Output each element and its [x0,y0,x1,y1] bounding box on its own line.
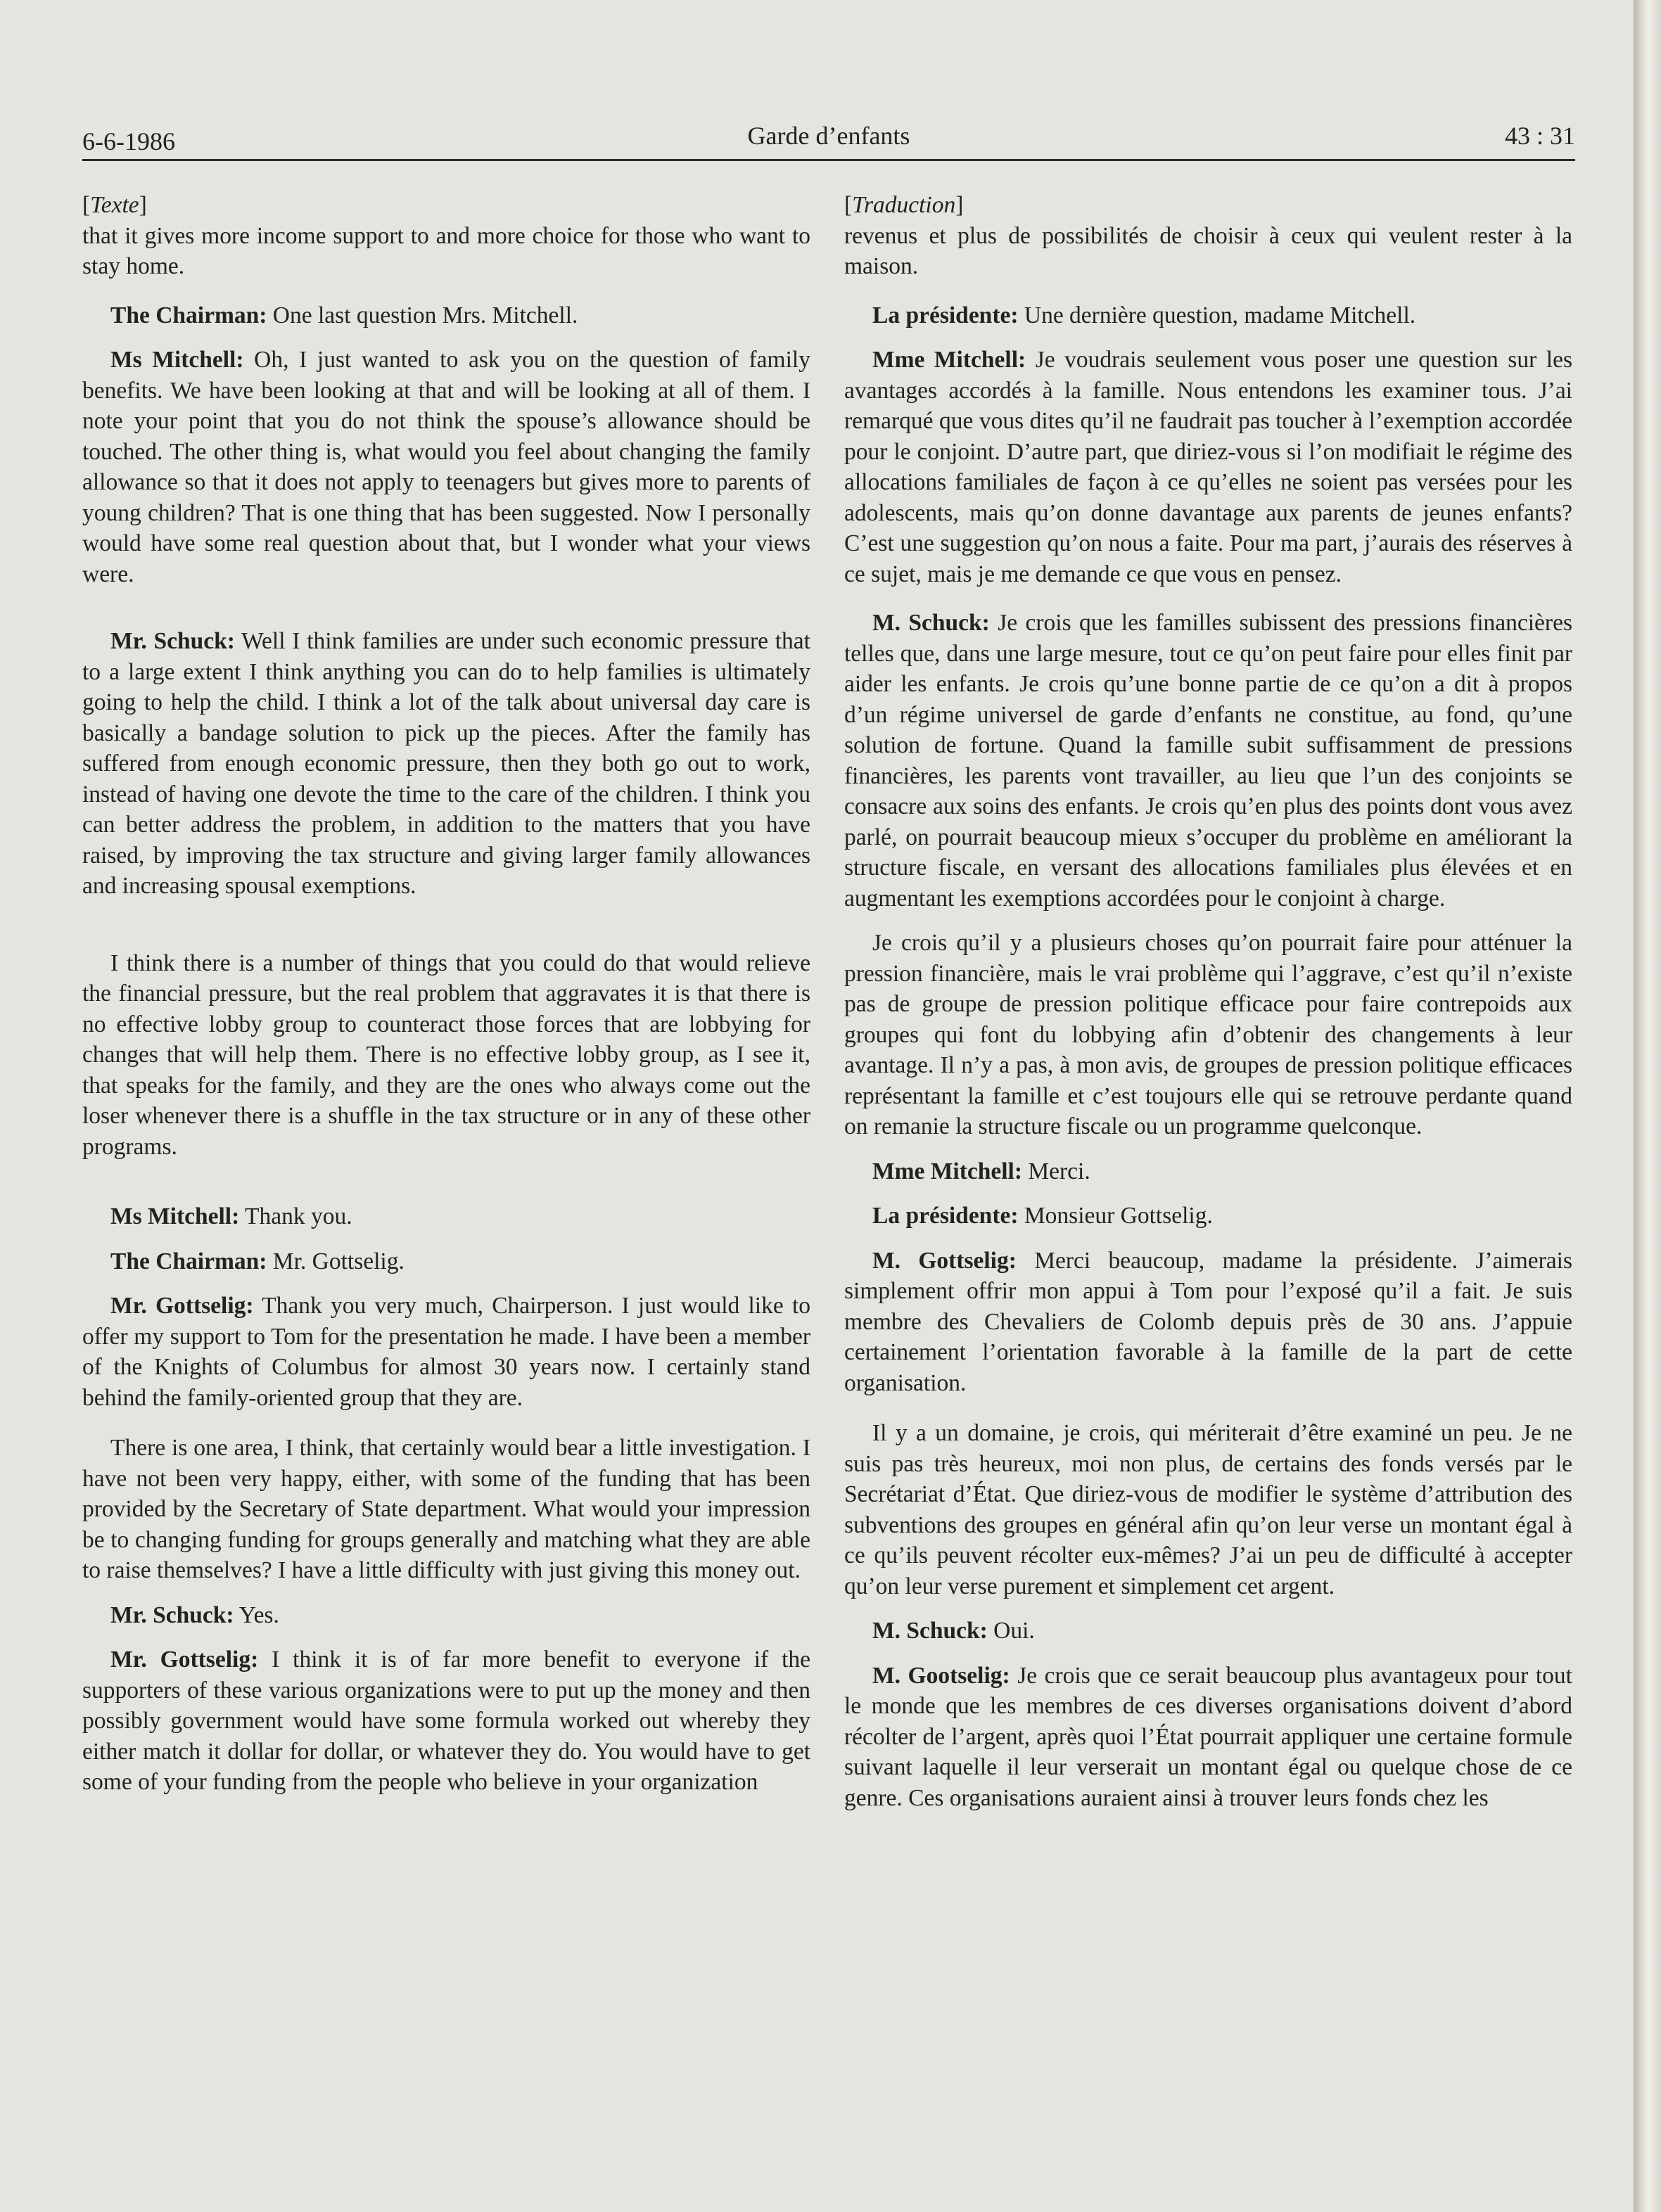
paragraph [82,1291,810,1413]
paragraph [82,1201,810,1232]
continuation-text: that it gives more income support to and more choice for those who want to stay home. [82,222,810,279]
paragraph [82,1246,810,1277]
speech-text: Je crois que ce serait beaucoup plus avantageux pour tout le monde que les membres de ces diverses organisations doivent d’abord récolter de l’argent, après quoi l’État pourrait appliquer une certaine formule suivant laquelle il leur verserait un montant égal ou quelque chose de ce genre. Ces organisations auraient ainsi à trouver leurs fonds chez les [844,1662,1572,1811]
speech-text: Well I think families are under such economic pressure that to a large extent I think anything you can do to help families is ultimately going to help the child. I think a lot of the talk about universal day care is basically a bandage solution to pick up the pieces. After the family has suffered from enough economic pressure, then they both go out to work, instead of having one devote the time to the care of the children. I think you can better address the problem, in addition to the matters that you have raised, by improving the tax structure and giving larger family allowances and increasing spousal exemptions. [82,628,810,899]
paragraph [844,300,1572,331]
page-edge [1634,0,1661,2212]
speech-text: Merci beaucoup, madame la présidente. J’aimerais simplement offrir mon appui à Tom pour l’exposé qu’il a fait. Je suis membre des Chevaliers de Colomb depuis près de 30 ans. J’appuie certainement l’orientation favorable à la famille de la part de cette organisation. [844,1247,1572,1396]
speaker-name: La présidente: [872,1203,1019,1229]
header-date: 6-6-1986 [82,127,175,155]
speech-text: Je crois que les familles subissent des pressions financières telles que, dans une large mesure, tout ce qu’on peut faire pour elles finit par aider les enfants. Je crois qu’une bonne partie de ce qu’on a dit à propos d’un régime universel de garde d’enfants ne constitue, au fond, qu’une solution de fortune. Quand la famille subit suffisamment de pressions financières, les parents vont travailler, au lieu que l’un des conjoints se consacre aux soins des enfants. Je crois qu’en plus des points dont vous avez parlé, on pourrait beaucoup mieux s’occuper du problème en améliorant la structure fiscale, en versant des allocations familiales plus élevées et en augmentant les exemptions accordées pour le conjoint à charge. [844,610,1572,912]
speaker-name: Mme Mitchell: [872,347,1026,373]
header-rule [82,159,1575,161]
section-tag: [Traduction] [844,192,964,218]
speaker-name: M. Schuck: [872,1618,988,1644]
speech-text: Thank you very much, Chairperson. I just would like to offer my support to Tom for the presentation he made. I have been a member of the Knights of Columbus for almost 30 years now. I certainly stand behind the family-oriented group that they are. [82,1293,810,1411]
speech-text: I think there is a number of things that you could do that would relieve the financial pressure, but the real problem that aggravates it is that there is no effective lobby group to counteract those forces that are lobbying for changes that will help them. There is no effective lobby group, as I see it, that speaks for the family, and they are the ones who always come out the loser whenever there is a shuffle in the tax structure or in any of these other programs. [82,950,810,1160]
paragraph [844,345,1572,589]
speaker-name: La présidente: [872,302,1019,328]
paragraph [844,608,1572,914]
speech-text: Thank you. [239,1203,352,1229]
paragraph [844,1156,1572,1187]
speech-text: Une dernière question, madame Mitchell. [1018,302,1416,328]
speech-text: Je crois qu’il y a plusieurs choses qu’on pourrait faire pour atténuer la pression financière, mais le vrai problème qui l’aggrave, c’est qu’il n’existe pas de groupe de pression politique efficace pour faire contrepoids aux groupes qui font du lobbying afin d’obtenir des changements à leur avantage. Il n’y a pas, à mon avis, de groupes de pression politique efficaces représentant la famille et c’est toujours elle qui se retrouve perdante quand on remanie la structure fiscale ou un programme quelconque. [844,930,1572,1139]
section-tag: [Texte] [82,192,147,218]
speech-text: Monsieur Gottselig. [1018,1203,1213,1229]
speaker-name: Mr. Schuck: [110,628,235,654]
speaker-name: Ms Mitchell: [110,347,244,373]
paragraph [82,1433,810,1586]
paragraph [844,1246,1572,1399]
paragraph [82,1600,810,1631]
speaker-name: The Chairman: [110,302,267,328]
right-column-french [844,190,1572,1827]
continuation-text: revenus et plus de possibilités de choisir à ceux qui veulent rester à la maison. [844,222,1572,279]
speech-text: Je voudrais seulement vous poser une question sur les avantages accordés à la famille. Nous entendons les examiner tous. J’ai remarqué que vous dites qu’il ne faudrait pas toucher à l’exemption accordée pour le conjoint. D’autre part, que diriez-vous si l’on modifiait le régime des allocations familiales de façon à ce qu’elles ne soient pas versées pour les adolescents, mais qu’on donne davantage aux parents de jeunes enfants? C’est une suggestion qu’on nous a faite. Pour ma part, j’aurais des réserves à ce sujet, mais je me demande ce que vous en pensez. [844,347,1572,587]
running-header [82,117,1575,159]
speech-text: I think it is of far more benefit to everyone if the supporters of these various organizations were to put up the money and then possibly government would have some formula worked out whereby they either match it dollar for dollar, or whatever they do. You would have to get some of your funding from the people who believe in your organization [82,1647,810,1795]
speaker-name: M. Gootselig: [872,1662,1010,1689]
speech-text: Yes. [234,1602,279,1628]
paragraph [844,1616,1572,1647]
speech-text: Il y a un domaine, je crois, qui mériterait d’être examiné un peu. Je ne suis pas très heureux, moi non plus, de certains des fonds versés par le Secrétariat d’État. Que diriez-vous de modifier le système d’attribution des subventions des groupes en général afin qu’on leur verse un montant égal à ce qu’ils peuvent récolter eux-mêmes? J’ai un peu de difficulté à accepter qu’on leur verse purement et simplement cet argent. [844,1420,1572,1599]
paragraph [82,300,810,331]
speech-text: Mr. Gottselig. [267,1248,405,1274]
speaker-name: Mr. Schuck: [110,1602,234,1628]
speech-text: Oui. [987,1618,1035,1644]
speaker-name: Mme Mitchell: [872,1158,1022,1184]
speech-text: Oh, I just wanted to ask you on the question of family benefits. We have been looking at that and will be looking at all of them. I note your point that you do not think the spouse’s allowance should be touched. The other thing is, what would you feel about changing the family allowance so that it does not apply to teenagers but gives more to parents of young children? That is one thing that has been suggested. Now I personally would have some real question about that, but I wonder what your views were. [82,347,810,587]
paragraph [844,1418,1572,1602]
left-column-english [82,190,810,1812]
header-title: Garde d’enfants [747,122,910,150]
paragraph [82,1644,810,1798]
speaker-name: M. Gottselig: [872,1247,1017,1274]
speech-text: There is one area, I think, that certainly would bear a little investigation. I have not been very happy, either, with some of the funding that has been provided by the Secretary of State department. What would your impression be to changing funding for groups generally and matching what they are able to raise themselves? I have a little difficulty with just giving this money out. [82,1435,810,1583]
speaker-name: The Chairman: [110,1248,267,1274]
paragraph [82,626,810,902]
paragraph [844,928,1572,1142]
speaker-name: Mr. Gottselig: [110,1647,259,1673]
paragraph [844,1661,1572,1814]
speaker-name: Ms Mitchell: [110,1203,240,1229]
paragraph [82,345,810,589]
paragraph [844,1201,1572,1232]
speech-text: One last question Mrs. Mitchell. [267,302,578,328]
paragraph [82,948,810,1163]
speech-text: Merci. [1022,1158,1090,1184]
header-page-number: 43 : 31 [1504,122,1575,150]
speaker-name: Mr. Gottselig: [110,1293,254,1319]
speaker-name: M. Schuck: [872,610,990,636]
